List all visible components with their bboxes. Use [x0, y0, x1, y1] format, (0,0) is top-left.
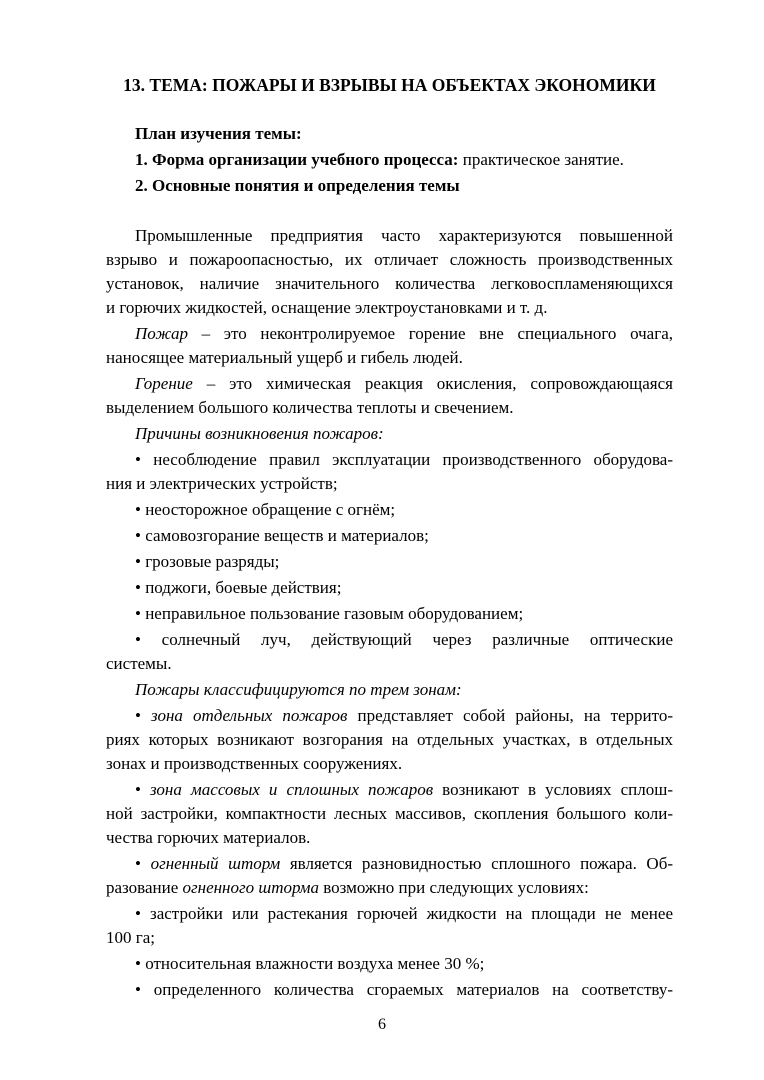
condition-text: определенного количества сгораемых материалов на соответству- [140, 980, 673, 999]
fire-definition-line-2: наносящее материальный ущерб и гибель людей. [106, 348, 463, 367]
cause-item-1 [135, 448, 673, 472]
bullet-icon: • [135, 904, 141, 923]
plan-heading: План изучения темы: [135, 124, 302, 143]
cause-text: солнечный луч, действующий через различные оптические [140, 630, 673, 649]
zone-item-3-cont [106, 876, 673, 900]
cause-text: поджоги, боевые действия; [140, 578, 342, 597]
zone-item-2-cont-2: чества горючих материалов. [106, 828, 311, 847]
cause-item-1-cont: ния и электрических устройств; [106, 474, 338, 493]
causes-heading: Причины возникновения пожаров: [135, 424, 384, 443]
plan-item-1-label: 1. Форма организации учебного процесса: [135, 150, 459, 169]
zone-text: возникают в условиях сплош- [433, 780, 673, 799]
zones-heading: Пожары классифицируются по трем зонам: [135, 680, 462, 699]
bullet-icon: • [135, 706, 141, 725]
bullet-icon: • [135, 954, 141, 973]
zone-text: представляет собой районы, на террито- [347, 706, 674, 725]
bullet-icon: • [135, 980, 141, 999]
zone-text: возможно при следующих условиях: [318, 878, 589, 897]
condition-item-1 [135, 902, 673, 926]
intro-line-4: и горючих жидкостей, оснащение электроустановками и т. д. [106, 298, 548, 317]
plan-item-2: 2. Основные понятия и определения темы [135, 176, 460, 195]
condition-item-2 [135, 952, 675, 976]
cause-item-6 [135, 602, 675, 626]
bullet-icon: • [135, 552, 141, 571]
cause-text: неосторожное обращение с огнём; [140, 500, 396, 519]
condition-text: застройки или растекания горючей жидкости на площади не менее [140, 904, 673, 923]
fire-storm-term: огненного шторма [182, 878, 319, 897]
bullet-icon: • [135, 578, 141, 597]
cause-text: неправильное пользование газовым оборудованием; [140, 604, 524, 623]
zone-3-term: огненный шторм [150, 854, 281, 873]
burning-term: Горение [135, 374, 193, 393]
burning-definition-line-1 [135, 372, 673, 396]
bullet-icon: • [135, 604, 141, 623]
condition-text: относительная влажности воздуха менее 30 %; [140, 954, 485, 973]
fire-term: Пожар [135, 324, 188, 343]
burning-definition-line-2: выделением большого количества теплоты и свечением. [106, 398, 514, 417]
condition-item-3 [135, 978, 673, 1002]
cause-item-3 [135, 524, 675, 548]
cause-text: несоблюдение правил эксплуатации производственного оборудова- [140, 450, 673, 469]
cause-item-7 [135, 628, 673, 652]
plan-item-1 [135, 148, 675, 172]
cause-text: грозовые разряды; [140, 552, 280, 571]
zone-item-1-cont-2: зонах и производственных сооружениях. [106, 754, 403, 773]
bullet-icon: • [135, 450, 141, 469]
burning-definition-text: – это химическая реакция окисления, сопровождающаяся [192, 374, 673, 393]
cause-text: самовозгорание веществ и материалов; [140, 526, 429, 545]
fire-definition-text: – это неконтролируемое горение вне специального очага, [187, 324, 673, 343]
bullet-icon: • [135, 630, 141, 649]
zone-item-2 [135, 778, 673, 802]
bullet-icon: • [135, 526, 141, 545]
bullet-icon: • [135, 500, 141, 519]
zone-text: разование [106, 878, 183, 897]
bullet-icon: • [135, 780, 141, 799]
cause-item-4 [135, 550, 675, 574]
plan-item-1-text: практическое занятие. [458, 150, 624, 169]
cause-item-5 [135, 576, 675, 600]
zone-2-term: зона массовых и сплошных пожаров [150, 780, 434, 799]
zone-item-2-cont-1: ной застройки, компактности лесных массивов, скопления большого коли- [106, 804, 673, 823]
zone-item-1-cont-1: риях которых возникают возгорания на отдельных участках, в отдельных [106, 730, 673, 749]
bullet-icon: • [135, 854, 141, 873]
page-title: 13. ТЕМА: ПОЖАРЫ И ВЗРЫВЫ НА ОБЪЕКТАХ ЭКОНОМИКИ [123, 75, 656, 95]
zone-item-3 [135, 852, 673, 876]
cause-item-7-cont: системы. [106, 654, 172, 673]
zone-1-term: зона отдельных пожаров [151, 706, 348, 725]
zone-text: является разновидностью сплошного пожара. Об- [280, 854, 674, 873]
zone-item-1 [135, 704, 673, 728]
page-number: 6 [378, 1016, 386, 1033]
intro-line-2: взрыво и пожароопасностью, их отличает сложность производственных [106, 250, 673, 269]
intro-line-3: установок, наличие значительного количества легковоспламеняющихся [106, 274, 673, 293]
cause-item-2 [135, 498, 675, 522]
intro-line-1: Промышленные предприятия часто характеризуются повышенной [135, 226, 673, 245]
condition-item-1-cont: 100 га; [106, 928, 155, 947]
fire-definition-line-1 [135, 322, 673, 346]
